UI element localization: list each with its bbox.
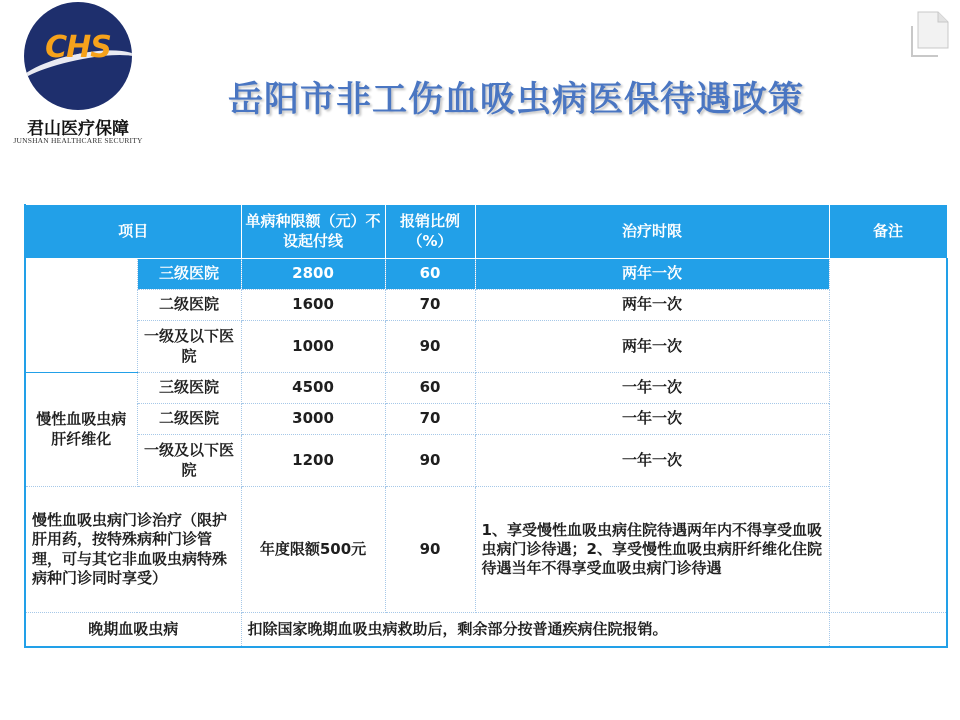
policy-table <box>24 204 946 646</box>
table-row <box>25 259 947 290</box>
hospital-level: 一级及以下医院 <box>137 321 241 373</box>
limit-value: 3000 <box>241 404 385 435</box>
outpatient-period: 1、享受慢性血吸虫病住院待遇两年内不得享受血吸虫病门诊待遇；2、享受慢性血吸虫病肝纤维化住院待遇当年不得享受血吸虫病门诊待遇 <box>475 487 829 613</box>
ratio-value: 60 <box>385 373 475 404</box>
page-title: 岳阳市非工伤血吸虫病医保待遇政策 <box>228 80 805 120</box>
limit-value: 4500 <box>241 373 385 404</box>
late-stage-desc: 扣除国家晚期血吸虫病救助后，剩余部分按普通疾病住院报销。 <box>241 613 829 647</box>
late-stage-note <box>829 613 947 647</box>
table-row <box>25 435 947 487</box>
limit-value: 1000 <box>241 321 385 373</box>
logo-name-en: JUNSHAN HEALTHCARE SECURITY <box>13 136 143 145</box>
hospital-level: 一级及以下医院 <box>137 435 241 487</box>
table-row <box>25 321 947 373</box>
table-row <box>25 290 947 321</box>
logo-mark: CHS <box>45 30 111 65</box>
ratio-value: 60 <box>385 259 475 290</box>
ratio-value: 90 <box>385 435 475 487</box>
logo-emblem <box>24 2 132 110</box>
logo-name-cn: 君山医疗保障 <box>27 119 129 139</box>
logo <box>8 2 148 152</box>
table-row <box>25 373 947 404</box>
period-value: 两年一次 <box>475 259 829 290</box>
outpatient-ratio: 90 <box>385 487 475 613</box>
header-item: 项目 <box>25 205 241 259</box>
table-row <box>25 613 947 647</box>
hospital-level: 三级医院 <box>137 259 241 290</box>
hospital-level: 二级医院 <box>137 404 241 435</box>
limit-value: 2800 <box>241 259 385 290</box>
limit-value: 1600 <box>241 290 385 321</box>
hospital-level: 二级医院 <box>137 290 241 321</box>
outpatient-limit: 年度限额500元 <box>241 487 385 613</box>
table-row <box>25 404 947 435</box>
ratio-value: 90 <box>385 321 475 373</box>
period-value: 一年一次 <box>475 435 829 487</box>
outpatient-item: 慢性血吸虫病门诊治疗（限护肝用药，按特殊病种门诊管理，可与其它非血吸虫病特殊病种门诊同时享受） <box>25 487 241 613</box>
period-value: 两年一次 <box>475 321 829 373</box>
late-stage-item: 晚期血吸虫病 <box>25 613 241 647</box>
limit-value: 1200 <box>241 435 385 487</box>
category-cell <box>25 259 137 373</box>
header-ratio: 报销比例（%） <box>385 205 475 259</box>
period-value: 两年一次 <box>475 290 829 321</box>
period-value: 一年一次 <box>475 373 829 404</box>
category-cell: 慢性血吸虫病肝纤维化 <box>25 373 137 487</box>
period-value: 一年一次 <box>475 404 829 435</box>
ratio-value: 70 <box>385 290 475 321</box>
ratio-value: 70 <box>385 404 475 435</box>
page-copy-icon <box>908 8 952 58</box>
header-limit: 单病种限额（元）不设起付线 <box>241 205 385 259</box>
header-period: 治疗时限 <box>475 205 829 259</box>
header-note: 备注 <box>829 205 947 259</box>
note-cell <box>829 259 947 613</box>
hospital-level: 三级医院 <box>137 373 241 404</box>
table-row <box>25 487 947 613</box>
